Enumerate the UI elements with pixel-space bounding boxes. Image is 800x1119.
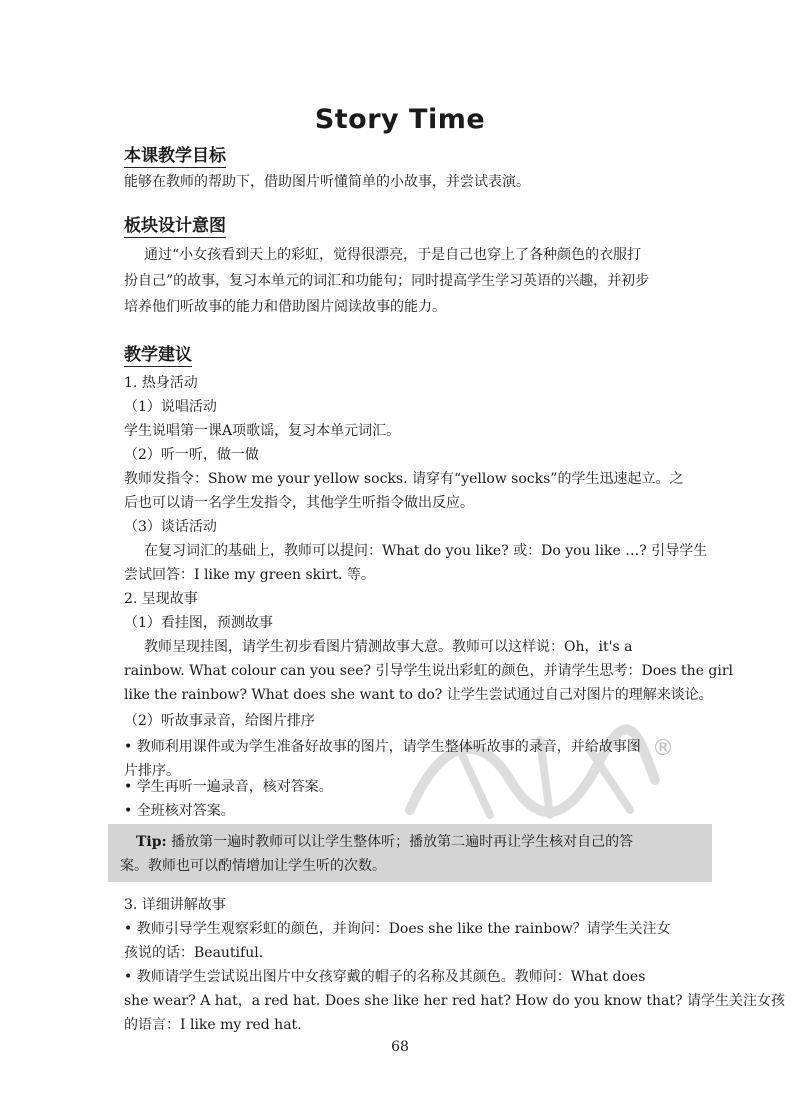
step-heading: 3. 详细讲解故事	[124, 897, 226, 913]
tip-text: 播放第一遍时教师可以让学生整体听；播放第二遍时再让学生核对自己的答	[171, 834, 634, 850]
intent-line: 扮自己”的故事，复习本单元的词汇和功能句；同时提高学生学习英语的兴趣，并初步	[124, 273, 650, 289]
bullet-item: • 教师引导学生观察彩虹的颜色，并询问：Does she like the rainbow？请学生关注女	[124, 921, 671, 937]
body-line: 尝试回答：I like my green skirt. 等。	[124, 567, 375, 583]
tip-line	[136, 832, 633, 852]
step-heading: 2. 呈现故事	[124, 591, 198, 607]
goal-heading: 本课教学目标	[124, 146, 226, 166]
bullet-item: • 教师请学生尝试说出图片中女孩穿戴的帽子的名称及其颜色。教师问：What does	[124, 969, 646, 985]
body-line: 学生说唱第一课A项歌谣，复习本单元词汇。	[124, 423, 401, 439]
page-number: 68	[391, 1039, 409, 1055]
body-line: 的语言：I like my red hat.	[124, 1017, 302, 1033]
sub-step: （1）说唱活动	[124, 399, 217, 415]
publisher-watermark	[400, 720, 660, 830]
sub-step: （2）听一听，做一做	[124, 447, 259, 463]
goal-text: 能够在教师的帮助下，借助图片听懂简单的小故事，并尝试表演。	[124, 174, 530, 190]
body-line: 教师发指令：Show me your yellow socks. 请穿有“yellow socks”的学生迅速起立。之	[124, 471, 684, 487]
sub-step: （1）看挂图，预测故事	[124, 615, 273, 631]
suggestions-heading: 教学建议	[124, 345, 192, 365]
body-line: she wear? A hat，a red hat. Does she like her red hat? How do you know that? 请学生关注女孩	[124, 993, 785, 1009]
tip-text: 案。教师也可以酌情增加让学生听的次数。	[120, 858, 386, 874]
registered-mark-icon: ®	[652, 736, 674, 761]
body-line: 教师呈现挂图，请学生初步看图片猜测故事大意。教师可以这样说：Oh，it's a	[144, 639, 633, 655]
page-title: Story Time	[314, 104, 486, 135]
tip-label: Tip:	[136, 834, 167, 850]
bullet-item: • 全班核对答案。	[124, 803, 235, 819]
intent-line: 培养他们听故事的能力和借助图片阅读故事的能力。	[124, 299, 446, 315]
bullet-item: • 教师利用课件或为学生准备好故事的图片，请学生整体听故事的录音，并给故事图	[124, 739, 641, 755]
body-line: 孩说的话：Beautiful.	[124, 945, 264, 961]
sub-step: （3）谈话活动	[124, 519, 217, 535]
body-line: 在复习词汇的基础上，教师可以提问：What do you like? 或：Do you like …? 引导学生	[144, 543, 708, 559]
intent-heading: 板块设计意图	[124, 216, 226, 236]
sub-step: （2）听故事录音，给图片排序	[124, 713, 315, 729]
body-line: rainbow. What colour can you see? 引导学生说出彩虹的颜色，并请学生思考：Does the girl	[124, 663, 734, 679]
bullet-item: 片排序。	[124, 763, 180, 779]
body-line: 后也可以请一名学生发指令，其他学生听指令做出反应。	[124, 495, 474, 511]
body-line: like the rainbow? What does she want to do? 让学生尝试通过自己对图片的理解来谈论。	[124, 687, 713, 703]
bullet-item: • 学生再听一遍录音，核对答案。	[124, 779, 333, 795]
intent-line: 通过“小女孩看到天上的彩虹，觉得很漂亮，于是自己也穿上了各种颜色的衣服打	[144, 247, 642, 263]
step-heading: 1. 热身活动	[124, 375, 198, 391]
